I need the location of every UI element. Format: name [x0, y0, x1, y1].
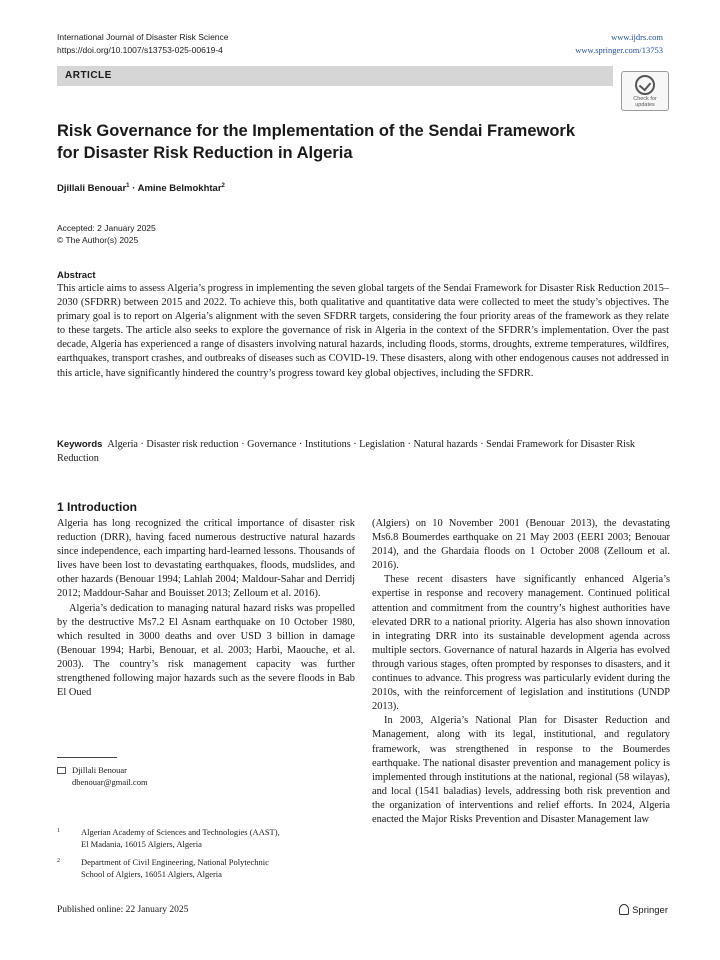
check-for-updates-icon: [635, 75, 655, 95]
abstract-text: This article aims to assess Algeria’s progress in implementing the seven global targets of the Sendai Framework for Disaster Risk Reduction 2015–2030 (SFDRR) between 2015 and 2022. To achieve this, both qualitative and quantitative data were collected to meet the study’s objectives. The primary goal is to report on Algeria’s alignment with the seven SFDRR targets, considering the four priority areas of the framework as they relate to these targets. The article also seeks to explore the governance of risk in Algeria in the context of the SFDRR’s implementation. Over the past decade, Algeria has experienced a range of disasters involving natural hazards, including floods, storms, droughts, extreme temperatures, wildfires, earthquakes, transport crashes, and outbreaks of diseases such as COVID-19. These disasters, along with other endogenous causes not addressed in this article, have significantly hindered the country’s progress toward key global objectives, including the SFDRR.: [57, 283, 669, 379]
section-heading-introduction: 1 Introduction: [57, 500, 137, 514]
affiliation-2-number: 2: [57, 858, 60, 864]
journal-url-link[interactable]: www.ijdrs.com: [611, 32, 663, 42]
intro-paragraph-1: Algeria has long recognized the critical importance of disaster risk reduction (DRR), having faced numerous destructive natural hazards since independence, each imparting hard-learned lessons. Thousands of lives have been lost to devastating earthquakes, floods, mudslides, and other hazards (Benouar 1994; Lahlah 2004; Maldour-Sahar and Derridj 2012; Maddour-Sahar and Bouisset 2013; Zelloum et al. 2016).: [57, 518, 355, 600]
journal-header: [57, 31, 229, 57]
affiliation-2-line-2: School of Algiers, 16051 Algiers, Algeria: [81, 869, 222, 879]
title-line-2: for Disaster Risk Reduction in Algeria: [57, 144, 353, 162]
check-for-updates-label-1: Check for: [633, 96, 657, 102]
intro-paragraph-3: (Algiers) on 10 November 2001 (Benouar 2013), the devastating Ms6.8 Boumerdes earthquake on 21 May 2003 (EERI 2003; Benouar 2014), and the Ghardaia floods on 1 October 2008 (Zelloum et al. 2016).: [372, 518, 670, 572]
affiliation-2-line-1: Department of Civil Engineering, National Polytechnic: [81, 857, 269, 867]
affiliation-1: [57, 826, 355, 850]
contact-name: Djillali Benouar: [72, 765, 128, 775]
author-1-affiliation: 1: [126, 183, 130, 189]
left-column: [57, 517, 355, 700]
author-list: [57, 183, 225, 194]
article-title: [57, 120, 617, 164]
publisher-logo: [619, 904, 668, 916]
title-line-1: Risk Governance for the Implementation of the Sendai Framework: [57, 122, 576, 140]
author-2[interactable]: Amine Belmokhtar: [137, 183, 222, 195]
contact-email[interactable]: dbenouar@gmail.com: [72, 777, 148, 787]
footnote-divider: [57, 757, 117, 758]
journal-name: International Journal of Disaster Risk Science: [57, 32, 229, 42]
doi-link[interactable]: https://doi.org/10.1007/s13753-025-00619-4: [57, 45, 223, 55]
keywords-list: Algeria · Disaster risk reduction · Governance · Institutions · Legislation · Natural hazards · Sendai Framework for Disaster Risk Reduction: [57, 439, 636, 464]
intro-paragraph-2: Algeria’s dedication to managing natural hazard risks was propelled by the destructive Ms7.2 El Asnam earthquake on 10 October 1980, which resulted in 3000 deaths and over USD 3 billion in damage (Benouar 1994; Harbi, Benouar, et al. 2003; Harbi, Maouche, et al. 2003). The country’s risk management capacity was further strengthened following major hazards such as the severe floods in Bab El Oued: [57, 602, 355, 699]
copyright: © The Author(s) 2025: [57, 235, 139, 245]
author-1[interactable]: Djillali Benouar: [57, 183, 127, 195]
abstract-heading: Abstract: [57, 270, 96, 281]
author-2-affiliation: 2: [221, 183, 225, 189]
affiliation-2: [57, 856, 355, 880]
corresponding-author: [57, 764, 355, 788]
intro-paragraph-4: These recent disasters have significantly enhanced Algeria’s expertise in response and recovery management. Continued political attention and commitment from the country’s highest authorities have elevated DRR to a national priority. Algeria has also shown innovation in integrating DRR into its sustainable development agenda across multiple sectors. Governance of natural hazards in Algeria has evolved through various stages, often prompted by responses to disasters, and it continues to advance. This progress was particularly evident during the 2010s, with the reinforcement of legislation and institutions (UNDP 2013).: [372, 574, 670, 713]
right-column: [372, 517, 670, 827]
author-separator: ·: [129, 183, 138, 195]
affiliation-1-line-1: Algerian Academy of Sciences and Technologies (AAST),: [81, 827, 280, 837]
envelope-icon: [57, 767, 66, 774]
check-for-updates-label-2: updates: [635, 102, 655, 108]
accepted-date: Accepted: 2 January 2025: [57, 223, 156, 233]
springer-horse-icon: [619, 904, 629, 915]
published-date: Published online: 22 January 2025: [57, 905, 189, 915]
affiliation-1-number: 1: [57, 828, 60, 834]
intro-paragraph-5: In 2003, Algeria’s National Plan for Disaster Reduction and Management, along with its legal, institutional, and regulatory framework, was strengthened in response to the Boumerdes earthquake. The national disaster prevention and management policy is implemented through institutions at the national, regional (58 wilayas), and local (1541 baladias) levels, addressing both risk prevention and the organization of interventions and relief efforts. In 2024, Algeria enacted the Major Risks Prevention and Disaster Management law: [372, 715, 670, 825]
check-for-updates-button[interactable]: [621, 71, 669, 111]
article-dates: [57, 222, 156, 246]
keywords: [57, 438, 669, 466]
journal-urls: [575, 31, 663, 57]
affiliation-1-line-2: El Madania, 16015 Algiers, Algeria: [81, 839, 202, 849]
publisher-name: Springer: [632, 905, 668, 916]
article-type-bar: ARTICLE: [57, 66, 613, 86]
keywords-heading: Keywords: [57, 439, 103, 450]
springer-url-link[interactable]: www.springer.com/13753: [575, 45, 663, 55]
